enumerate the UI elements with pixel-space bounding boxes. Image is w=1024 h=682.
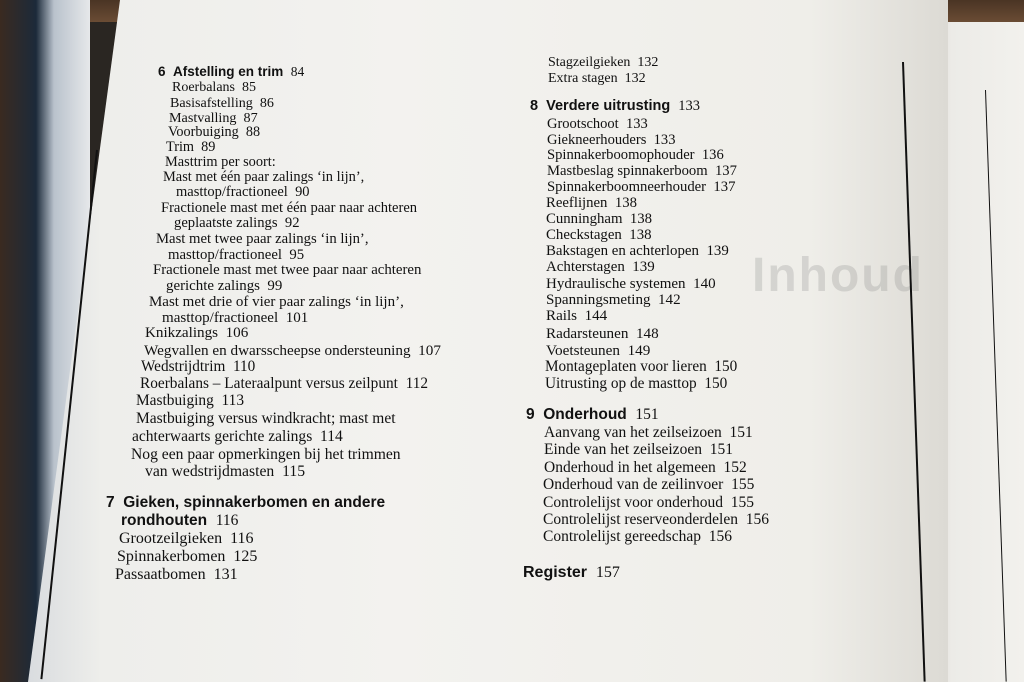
toc-entry: Spanningsmeting 142 [546, 292, 681, 308]
toc-entry: Mastbuiging 113 [136, 392, 245, 409]
toc-entry: achterwaarts gerichte zalings 114 [132, 428, 343, 445]
toc-entry: Controlelijst gereedschap 156 [543, 528, 732, 546]
toc-entry: Grootschoot 133 [547, 116, 648, 132]
toc-entry: Wedstrijdtrim 110 [141, 358, 256, 375]
toc-entry: van wedstrijdmasten 115 [145, 463, 306, 480]
chapter-heading: 8 Verdere uitrusting 133 [530, 98, 701, 114]
toc-entry: masttop/fractioneel 95 [168, 247, 305, 263]
toc-entry: Uitrusting op de masttop 150 [545, 375, 728, 393]
toc-entry: Extra stagen 132 [548, 71, 646, 86]
toc-entry: Mast met drie of vier paar zalings ‘in lijn’, [149, 294, 404, 310]
toc-entry: Controlelijst voor onderhoud 155 [543, 493, 754, 511]
toc-entry: masttop/fractioneel 90 [176, 184, 310, 200]
toc-entry: Roerbalans – Lateraalpunt versus zeilpunt 112 [140, 375, 429, 392]
toc-entry: Controlelijst reserveonderdelen 156 [543, 511, 769, 528]
chapter-heading: 7 Gieken, spinnakerbomen en andere [106, 494, 386, 511]
toc-entry: Roerbalans 85 [172, 80, 256, 95]
toc-entry: Fractionele mast met één paar naar achteren [161, 200, 418, 216]
toc-entry: Passaatbomen 131 [115, 566, 238, 583]
toc-entry: Mast met één paar zalings ‘in lijn’, [163, 169, 365, 185]
toc-entry: Wegvallen en dwarsscheepse ondersteuning 107 [144, 342, 441, 359]
toc-entry: Einde van het zeilseizoen 151 [544, 441, 733, 459]
toc-entry: Achterstagen 139 [546, 259, 655, 276]
toc-entry: Rails 144 [546, 308, 608, 325]
toc-entry: Voetsteunen 149 [546, 341, 651, 359]
register-heading: Register 157 [523, 564, 620, 581]
toc-entry: Grootzeilgieken 116 [119, 530, 254, 547]
toc-entry: Mastbeslag spinnakerboom 137 [547, 163, 737, 180]
toc-entry: Trim 89 [166, 139, 216, 155]
toc-entry: Spinnakerbomen 125 [117, 548, 258, 565]
toc-entry: Reeflijnen 138 [546, 194, 637, 211]
toc-entry: Cunningham 138 [546, 210, 653, 227]
toc-entry: Hydraulische systemen 140 [546, 275, 716, 292]
toc-entry: Onderhoud van de zeilinvoer 155 [543, 476, 755, 494]
toc-entry: Giekneerhouders 133 [547, 131, 676, 148]
toc-entry: Knikzalings 106 [145, 325, 249, 341]
toc-entry: Masttrim per soort: [165, 154, 276, 170]
toc-entry: Basisafstelling 86 [170, 95, 274, 111]
toc-entry: Voorbuiging 88 [168, 124, 261, 140]
toc-entry: masttop/fractioneel 101 [162, 310, 309, 326]
toc-entry: gerichte zalings 99 [166, 278, 283, 294]
toc-entry: Montageplaten voor lieren 150 [545, 358, 738, 376]
toc-entry: Mast met twee paar zalings ‘in lijn’, [156, 231, 369, 247]
toc-entry: Onderhoud in het algemeen 152 [544, 458, 747, 476]
chapter-heading: 6 Afstelling en trim 84 [158, 64, 305, 79]
background-page-title: Inhoud [752, 249, 924, 302]
toc-entry: Spinnakerboomneerhouder 137 [547, 178, 736, 195]
toc-entry: Fractionele mast met twee paar naar achteren [153, 262, 422, 278]
toc-entry: Nog een paar opmerkingen bij het trimmen [131, 446, 401, 463]
toc-entry: Stagzeilgieken 132 [548, 55, 659, 70]
chapter-heading: 9 Onderhoud 151 [526, 406, 659, 423]
toc-entry: Bakstagen en achterlopen 139 [546, 243, 729, 260]
toc-entry: Checkstagen 138 [546, 226, 652, 243]
toc-entry: Mastbuiging versus windkracht; mast met [136, 410, 396, 427]
toc-entry: geplaatste zalings 92 [174, 215, 300, 231]
toc-entry: Mastvalling 87 [169, 110, 258, 126]
chapter-heading: rondhouten 116 [121, 512, 239, 529]
toc-entry: Spinnakerboomophouder 136 [547, 147, 724, 164]
toc-entry: Aanvang van het zeilseizoen 151 [544, 424, 753, 441]
toc-entry: Radarsteunen 148 [546, 325, 659, 343]
